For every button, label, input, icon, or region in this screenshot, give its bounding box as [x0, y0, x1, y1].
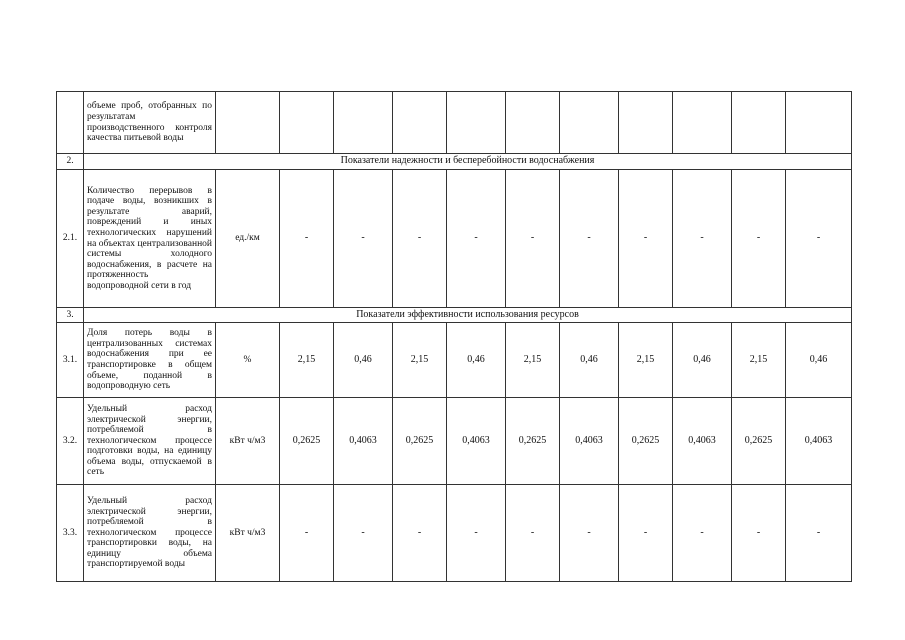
indicators-table	[56, 91, 852, 582]
value-cell: -	[786, 170, 852, 308]
row-description: объеме проб, отобранных по результатам производственного контроля качества питьевой воды	[84, 92, 216, 154]
value-cell: 0,46	[673, 323, 732, 398]
value-cell: -	[560, 170, 619, 308]
value-cell	[447, 92, 506, 154]
value-cell: -	[334, 485, 393, 582]
value-cell: -	[560, 485, 619, 582]
row-number: 3.2.	[57, 398, 84, 485]
value-cell: 0,46	[447, 323, 506, 398]
row-description: Доля потерь воды в централизованных системах водоснабжения при ее транспортировке в общем объеме, поданной в водопроводную сеть	[84, 323, 216, 398]
value-cell	[619, 92, 673, 154]
section-number: 2.	[57, 154, 84, 170]
row-description: Количество перерывов в подаче воды, возникших в результате аварий, повреждений и иных технологических нарушений на объектах централизованной системы холодного водоснабжения, в расчете на протяженность водопроводной сети в год	[84, 170, 216, 308]
value-cell: -	[393, 170, 447, 308]
value-cell: 0,2625	[393, 398, 447, 485]
value-cell: -	[732, 485, 786, 582]
value-cell: -	[447, 170, 506, 308]
value-cell: 0,2625	[619, 398, 673, 485]
value-cell: -	[506, 485, 560, 582]
section-number: 3.	[57, 308, 84, 323]
row-description: Удельный расход электрической энергии, потребляемой в технологическом процессе подготовки воды, на единицу объема воды, отпускаемой в сеть	[84, 398, 216, 485]
value-cell	[506, 92, 560, 154]
value-cell: -	[619, 170, 673, 308]
value-cell: -	[506, 170, 560, 308]
section-header-row	[57, 308, 852, 323]
row-unit: кВт ч/м3	[216, 485, 280, 582]
value-cell: -	[619, 485, 673, 582]
value-cell: -	[447, 485, 506, 582]
value-cell	[560, 92, 619, 154]
section-title: Показатели эффективности использования ресурсов	[84, 308, 852, 323]
value-cell: -	[786, 485, 852, 582]
value-cell: 2,15	[732, 323, 786, 398]
value-cell: 0,2625	[280, 398, 334, 485]
value-cell	[732, 92, 786, 154]
value-cell: 2,15	[393, 323, 447, 398]
value-cell: -	[393, 485, 447, 582]
value-cell: -	[732, 170, 786, 308]
value-cell: -	[334, 170, 393, 308]
row-unit	[216, 92, 280, 154]
table-row	[57, 485, 852, 582]
row-number	[57, 92, 84, 154]
value-cell	[393, 92, 447, 154]
value-cell: 0,4063	[447, 398, 506, 485]
section-title: Показатели надежности и бесперебойности водоснабжения	[84, 154, 852, 170]
value-cell: -	[673, 485, 732, 582]
value-cell: -	[280, 485, 334, 582]
table-row	[57, 323, 852, 398]
value-cell: 0,4063	[560, 398, 619, 485]
value-cell	[786, 92, 852, 154]
table-row	[57, 170, 852, 308]
value-cell: 0,2625	[732, 398, 786, 485]
value-cell: 0,4063	[334, 398, 393, 485]
row-unit: %	[216, 323, 280, 398]
row-number: 2.1.	[57, 170, 84, 308]
row-number: 3.3.	[57, 485, 84, 582]
value-cell: 0,46	[560, 323, 619, 398]
value-cell: 0,46	[786, 323, 852, 398]
value-cell: -	[280, 170, 334, 308]
section-header-row	[57, 154, 852, 170]
table-row-continued	[57, 92, 852, 154]
row-description: Удельный расход электрической энергии, потребляемой в технологическом процессе транспортировки воды, на единицу объема транспортируемой воды	[84, 485, 216, 582]
value-cell: 2,15	[506, 323, 560, 398]
value-cell: -	[673, 170, 732, 308]
value-cell: 0,4063	[673, 398, 732, 485]
row-number: 3.1.	[57, 323, 84, 398]
value-cell: 2,15	[619, 323, 673, 398]
value-cell: 0,46	[334, 323, 393, 398]
value-cell	[673, 92, 732, 154]
value-cell: 0,2625	[506, 398, 560, 485]
value-cell	[280, 92, 334, 154]
row-unit: ед./км	[216, 170, 280, 308]
value-cell: 0,4063	[786, 398, 852, 485]
value-cell: 2,15	[280, 323, 334, 398]
row-unit: кВт ч/м3	[216, 398, 280, 485]
value-cell	[334, 92, 393, 154]
table-row	[57, 398, 852, 485]
